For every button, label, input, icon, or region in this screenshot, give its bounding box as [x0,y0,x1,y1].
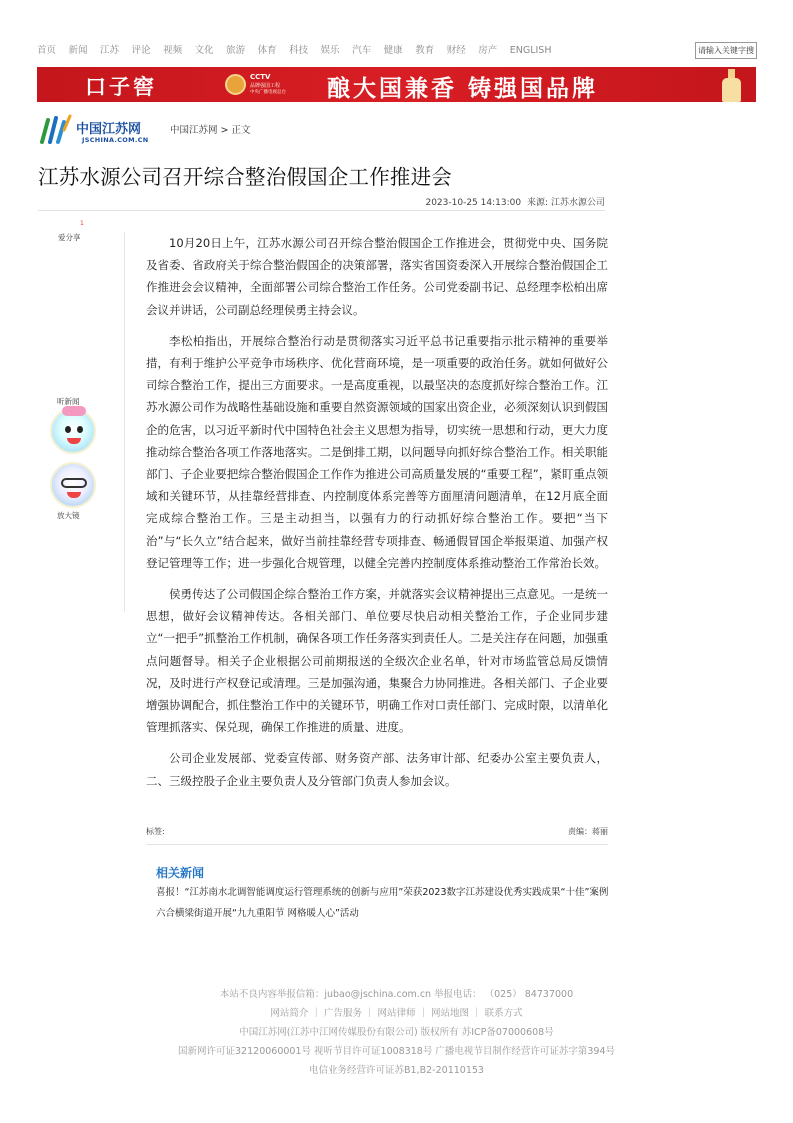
cctv-line2: 品牌强国工程 [250,83,281,89]
article-body [146,232,608,801]
source-label: 来源: [526,198,548,208]
magnifier-icon[interactable] [50,462,96,508]
article-source: 江苏水源公司 [550,198,605,208]
site-logo[interactable] [38,112,158,146]
rail-divider [124,232,125,612]
nav-list [37,40,757,62]
listen-news-icon[interactable] [50,408,96,454]
nav-item-education[interactable]: 教育 [415,45,435,56]
article-paragraph: 李松柏指出，开展综合整治行动是贯彻落实习近平总书记重要指示批示精神的重要举措，有利于维护公平竞争市场秩序、优化营商环境，是一项重要的政治任务。就如何做好公司综合整治工作，提出三方面要求。一是高度重视，以最坚决的态度抓好综合整治工作。江苏水源公司作为战略性基础设施和重要自然资源领域的国家出资企业，必须深刻认识到假国企的危害，以习近平新时代中国特色社会主义思想为指导，切实统一思想和行动，更大力度推动综合整治各项工作落地落实。二是倒排工期，以问题导向抓好综合整治工作。相关职能部门、子企业要把综合整治假国企工作作为推进公司高质量发展的“重要工程”，紧盯重点领域和关键环节，从挂靠经营排查、内控制度体系完善等方面厘清问题清单，在12月底全面完成综合整治工作。三是主动担当，以强有力的行动抓好综合整治工作。要把“当下治”与“长久立”结合起来，做好当前挂靠经营专项排查、畅通假冒国企举报渠道、加强产权登记管理等工作；进一步强化合规管理，以健全完善内控制度体系推动整治工作常治长效。 [146,333,608,570]
article-paragraph: 10月20日上午，江苏水源公司召开综合整治假国企工作推进会，贯彻党中央、国务院及省委、省政府关于综合整治假国企的决策部署，落实省国资委深入开展综合整治假国企工作推进会会议精神，全面部署公司综合整治工作任务。公司党委副书记、总经理李松柏出席会议并讲话，公司副总经理侯勇主持会议。 [146,236,608,317]
nav-item-sports[interactable]: 体育 [257,45,277,56]
editor-credit: 责编：蒋丽 [568,827,608,836]
nav-item-comment[interactable]: 评论 [131,45,151,56]
banner-brand: 口子窖 [85,74,157,99]
related-news-heading: 相关新闻 [156,866,205,880]
cctv-label: CCTV [250,73,271,81]
article-paragraph: 公司企业发展部、党委宣传部、财务资产部、法务审计部、纪委办公室主要负责人，二、三级控股子企业主要负责人及分管部门负责人参加会议。 [146,751,608,788]
share-button[interactable]: 爱分享 [58,233,81,242]
footer-licenses: 国新网许可证32120060001号 视听节目许可证1008318号 广播电视节目制作经营许可证苏字第394号 [178,1046,615,1057]
article-meta [422,195,605,208]
related-news-link[interactable]: 喜报！“江苏南水北调智能调度运行管理系统的创新与应用”荣获2023数字江苏建设优秀实践成果“十佳”案例 [156,887,609,898]
footer [0,985,793,1080]
page-title: 江苏水源公司召开综合整治假国企工作推进会 [38,165,452,189]
footer-report-line: 本站不良内容举报信箱：jubao@jschina.com.cn 举报电话： （025） 84737000 [219,989,574,1000]
site-domain: JSCHINA.COM.CN [82,136,149,144]
nav-item-tech[interactable]: 科技 [289,45,309,56]
cctv-badge [225,73,293,97]
nav-item-news[interactable]: 新闻 [68,45,88,56]
zoom-label: 放大镜 [57,511,80,520]
nav-item-culture[interactable]: 文化 [194,45,214,56]
nav-item-travel[interactable]: 旅游 [226,45,246,56]
site-name: 中国江苏网 [76,122,142,137]
title-divider [38,210,605,211]
related-news-link[interactable]: 六合横梁街道开展“九九重阳节 网格暖人心”活动 [156,908,359,919]
cctv-line3: 中央广播电视总台 [250,90,286,95]
nav-item-jiangsu[interactable]: 江苏 [100,45,120,56]
cctv-logo-icon [225,74,246,95]
search-input[interactable]: 请输入关键字搜 [695,42,757,59]
nav-item-health[interactable]: 健康 [383,45,403,56]
listen-label: 听新闻 [57,397,80,406]
tags-label: 标签: [146,827,165,836]
article-paragraph: 侯勇传达了公司假国企综合整治工作方案，并就落实会议精神提出三点意见。一是统一思想，做好会议精神传达。各相关部门、单位要尽快启动相关整治工作，子企业同步建立“一把手”抓整治工作机制，确保各项工作任务落实到责任人。二是关注存在问题，加强重点问题督导。相关子企业根据公司前期报送的全级次企业名单，针对市场监管总局反馈情况，及时进行产权登记或清理。三是加强沟通，集聚合力协同推进。各相关部门、子企业要增强协调配合，抓住整治工作中的关键环节，明确工作对口责任部门、完成时限，以清单化管理抓落实、保兑现，确保工作推进的质量、进度。 [146,587,608,735]
bottle-icon [716,69,746,102]
related-news-list [156,882,614,924]
tags-row [146,826,608,842]
footer-telecom-license: 电信业务经营许可证苏B1,B2-20110153 [309,1065,484,1076]
banner-slogan: 酿大国兼香 铸强国品牌 [327,75,599,102]
top-nav [37,40,757,62]
nav-item-entertainment[interactable]: 娱乐 [320,45,340,56]
nav-item-house[interactable]: 房产 [478,45,498,56]
footer-links[interactable]: 网站简介 ｜ 广告服务 ｜ 网站律师 ｜ 网站地图 ｜ 联系方式 [270,1008,523,1019]
nav-item-auto[interactable]: 汽车 [352,45,372,56]
breadcrumb[interactable]: 中国江苏网 > 正文 [170,125,251,136]
article-datetime: 2023-10-25 14:13:00 [425,198,522,208]
nav-item-video[interactable]: 视频 [163,45,183,56]
nav-item-home[interactable]: 首页 [37,45,57,56]
nav-item-finance[interactable]: 财经 [446,45,466,56]
nav-item-english[interactable]: ENGLISH [509,45,552,56]
logo-mark-icon [38,112,72,146]
footer-copyright: 中国江苏网(江苏中江网传媒股份有限公司) 版权所有 苏ICP备07000608号 [239,1027,554,1038]
tags-divider [146,844,608,845]
ad-banner[interactable] [37,67,756,102]
share-count: 1 [80,220,84,227]
